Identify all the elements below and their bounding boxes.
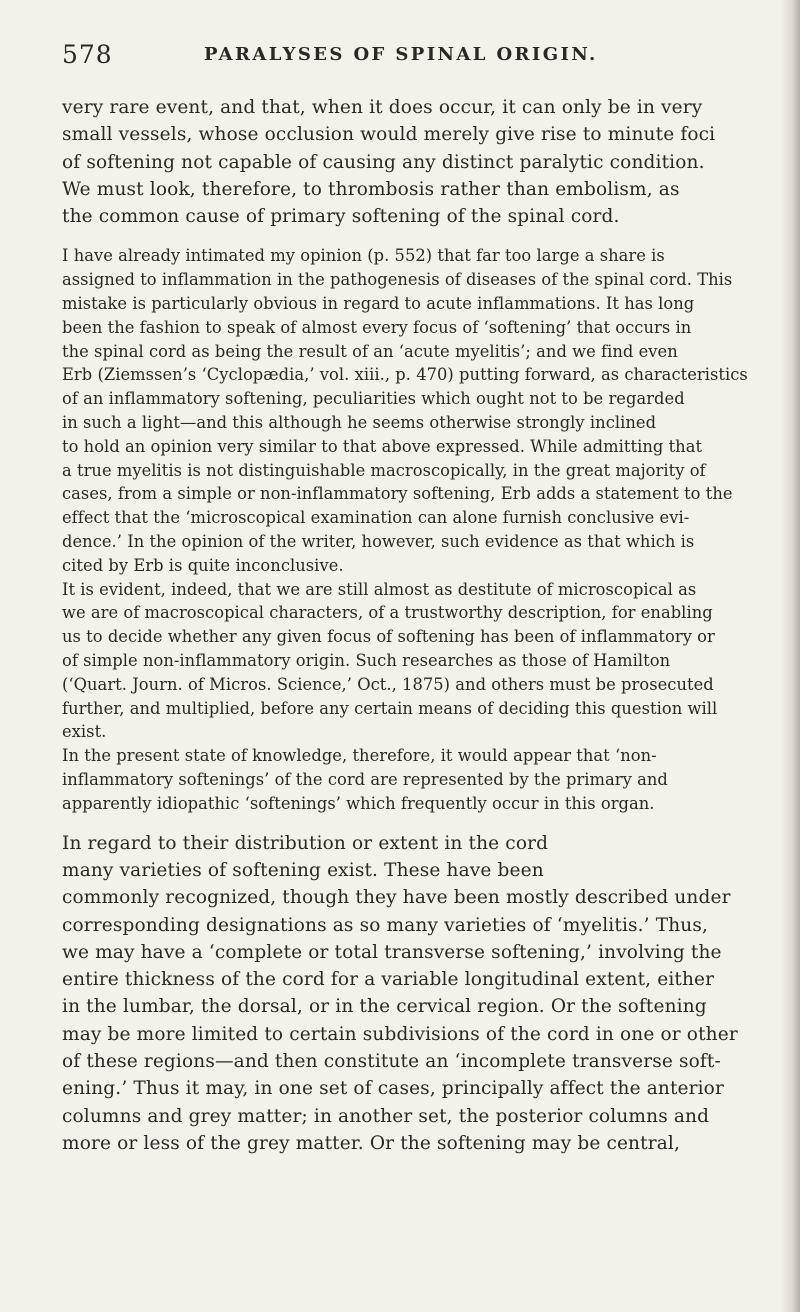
text-line: in such a light—and this although he seems otherwise strongly inclined	[62, 413, 657, 433]
text-line: mistake is particularly obvious in regard to acute inflammations. It has long	[62, 294, 695, 314]
text-line: columns and grey matter; in another set, the posterior columns and	[62, 1105, 710, 1127]
text-line: the common cause of primary softening of the spinal cord.	[62, 206, 620, 228]
text-line: I have already intimated my opinion (p. 552) that far too large a share is	[62, 246, 665, 266]
text-line: we are of macroscopical characters, of a trustworthy description, for enabling	[62, 603, 713, 623]
text-line: very rare event, and that, when it does occur, it can only be in very	[62, 97, 703, 118]
text-line: may be more limited to certain subdivisions of the cord in one or other	[62, 1023, 738, 1045]
text-line: apparently idiopathic ‘softenings’ which frequently occur in this organ.	[62, 793, 655, 813]
text-line: to hold an opinion very similar to that above expressed. While admitting that	[62, 436, 703, 456]
text-line: small vessels, whose occlusion would merely give rise to minute foci	[62, 124, 716, 146]
text-line: we may have a ‘complete or total transverse softening,’ involving the	[62, 941, 722, 963]
text-line: entire thickness of the cord for a variable longitudinal extent, either	[62, 969, 715, 991]
paragraph-5	[62, 830, 738, 1158]
text-line: more or less of the grey matter. Or the softening may be central,	[62, 1132, 680, 1154]
page-header	[62, 40, 722, 80]
page-edge-shadow	[780, 0, 800, 1312]
text-line: corresponding designations as so many varieties of ‘myelitis.’ Thus,	[62, 914, 709, 936]
text-line: further, and multiplied, before any certain means of deciding this question will	[62, 698, 718, 718]
text-line: of simple non-inflammatory origin. Such researches as those of Hamilton	[62, 651, 671, 671]
text-line: a true myelitis is not distinguishable macroscopically, in the great majority of	[62, 460, 706, 480]
text-line: inflammatory softenings’ of the cord are represented by the primary and	[62, 770, 668, 790]
text-line: in the lumbar, the dorsal, or in the cervical region. Or the softening	[62, 996, 707, 1018]
page-number: 578	[62, 40, 113, 69]
text-line: of softening not capable of causing any distinct paralytic condition.	[62, 151, 705, 173]
text-line: assigned to inflammation in the pathogenesis of diseases of the spinal cord. This	[62, 270, 733, 290]
text-line: the spinal cord as being the result of an ‘acute myelitis’; and we find even	[62, 341, 678, 361]
text-line: of these regions—and then constitute an ‘incomplete transverse soft-	[62, 1050, 721, 1072]
paragraph-3	[62, 578, 732, 745]
text-line: cases, from a simple or non-inflammatory softening, Erb adds a statement to the	[62, 484, 733, 504]
text-line: us to decide whether any given focus of softening has been of inflammatory or	[62, 627, 715, 647]
paragraph-1	[62, 94, 732, 230]
text-line: effect that the ‘microscopical examination can alone furnish conclusive evi-	[62, 508, 690, 528]
paragraph-4	[62, 744, 732, 815]
running-head: PARALYSES OF SPINAL ORIGIN.	[204, 44, 598, 65]
text-line: Erb (Ziemssen’s ‘Cyclopædia,’ vol. xiii., p. 470) putting forward, as characteristics	[62, 365, 748, 385]
text-line: cited by Erb is quite inconclusive.	[62, 555, 344, 575]
text-line: (‘Quart. Journ. of Micros. Science,’ Oct., 1875) and others must be prosecuted	[62, 674, 714, 694]
text-line: In regard to their distribution or extent in the cord	[62, 832, 549, 854]
text-line: of an inflammatory softening, peculiarities which ought not to be regarded	[62, 389, 685, 409]
text-line: been the fashion to speak of almost every focus of ‘softening’ that occurs in	[62, 317, 692, 337]
text-line: In the present state of knowledge, therefore, it would appear that ‘non-	[62, 746, 657, 766]
text-line: commonly recognized, though they have been mostly described under	[62, 887, 731, 909]
text-line: We must look, therefore, to thrombosis rather than embolism, as	[62, 178, 680, 200]
text-line: ening.’ Thus it may, in one set of cases, principally affect the anterior	[62, 1078, 724, 1100]
page-body	[62, 94, 748, 1157]
text-line: It is evident, indeed, that we are still almost as destitute of microscopical as	[62, 579, 697, 599]
text-line: many varieties of softening exist. These have been	[62, 859, 544, 881]
text-line: dence.’ In the opinion of the writer, however, such evidence as that which is	[62, 532, 695, 552]
paragraph-2	[62, 244, 748, 577]
text-line: exist.	[62, 722, 107, 742]
